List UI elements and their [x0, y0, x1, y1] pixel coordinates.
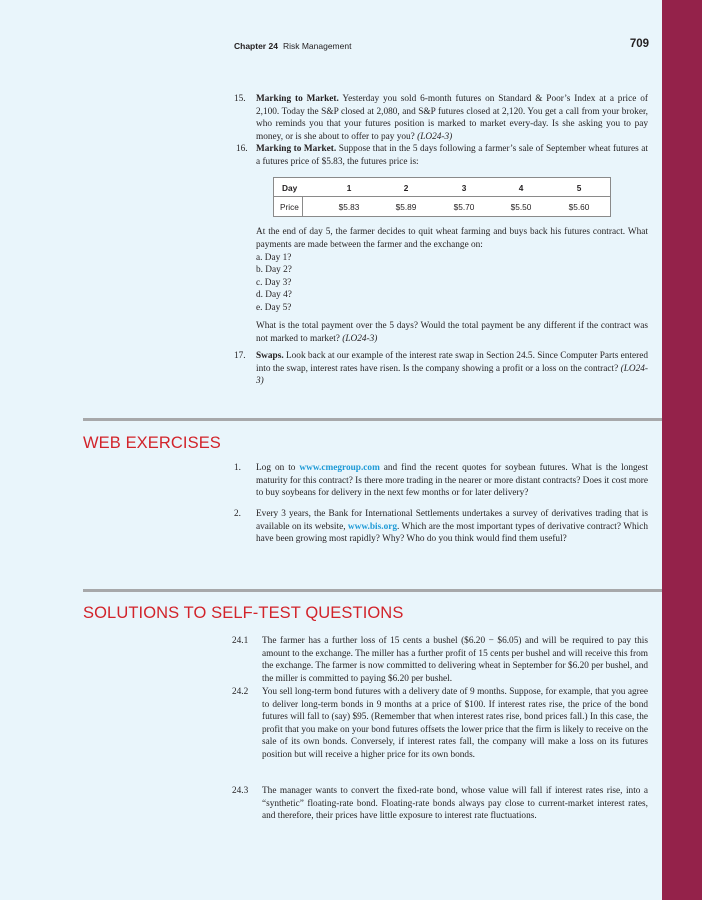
q17-title: Swaps. — [256, 351, 284, 361]
solution-number: 24.2 — [232, 687, 249, 697]
table-header-cell: 3 — [461, 183, 467, 193]
price-table-row — [274, 197, 610, 216]
solution-text: The farmer has a further loss of 15 cents a bushel ($6.20 − $6.05) and will be required to pay this amount to the exchange. The miller has a further profit of 15 cents per bushel and will receive this from the exchange. The farmer is now committed to delivering wheat in September for $6.20 per bushel, and the miller is committed to paying $6.20 per bushel. — [262, 636, 648, 684]
q15-number: 15. — [234, 94, 246, 104]
q17-body: Look back at our example of the interest rate swap in Section 24.5. Since Computer Parts entered into the swap, interest rates have risen. Is the company showing a profit or a loss on the contract? — [256, 351, 648, 374]
price-table — [273, 177, 611, 217]
section-heading-solutions: SOLUTIONS TO SELF-TEST QUESTIONS — [83, 604, 404, 622]
table-cell: $5.83 — [338, 202, 360, 212]
list-item: c. Day 3? — [256, 278, 292, 288]
solution-number: 24.3 — [232, 786, 249, 796]
q15-title: Marking to Market. — [256, 94, 339, 104]
table-header-cell: 4 — [518, 183, 524, 193]
web-ex1-pre: Log on to — [256, 463, 300, 473]
q16-title: Marking to Market. — [256, 144, 337, 154]
q15-lo: (LO24-3) — [417, 131, 453, 142]
q16-lo: (LO24-3) — [342, 333, 378, 344]
solution-number: 24.1 — [232, 636, 249, 646]
bis-link[interactable]: www.bis.org — [347, 521, 397, 532]
table-cell: $5.60 — [568, 202, 590, 212]
table-cell: $5.50 — [510, 202, 532, 212]
solution-text: You sell long-term bond futures with a delivery date of 9 months. Suppose, for example, that you agree to deliver long-term bonds in 9 months at a price of $100. If interest rates rise, the price of the bond futures will fall to (say) $95. (Remember that when interest rates rise, bond prices fall.) In this case, the profit that you make on your bond futures offsets the lower price that the firm is likely to receive on the sale of its own bonds. Conversely, if interest rates fall, the company will make a loss on its futures position but will receive a higher price for its own bonds. — [262, 687, 648, 760]
web-ex1-number: 1. — [234, 463, 241, 473]
list-item: a. Day 1? — [256, 253, 292, 263]
table-header-cell: 2 — [403, 183, 409, 193]
table-header-cell: 5 — [576, 183, 582, 193]
q16-body: Suppose that in the 5 days following a farmer’s sale of September wheat futures at a futures price of $5.83, the futures price is: — [256, 144, 648, 167]
chapter-title: Risk Management — [282, 41, 352, 51]
cmegroup-link[interactable]: www.cmegroup.com — [299, 463, 380, 473]
page-number: 709 — [629, 38, 649, 50]
q16-number: 16. — [236, 144, 248, 154]
section-divider — [83, 589, 662, 592]
web-ex2-pre: Every 3 years, the Bank for International Settlements undertakes a survey of derivatives trading that is available on its website, — [256, 509, 648, 532]
q17-number: 17. — [234, 351, 246, 361]
q17-text — [256, 350, 648, 388]
right-margin-bar — [662, 0, 702, 900]
web-ex2-post: . Which are the most important types of derivative contract? Which have been growing most rapidly? Why? Who do you think would find them useful? — [256, 521, 648, 544]
web-ex2-number: 2. — [234, 509, 241, 519]
web-ex1-post: and find the recent quotes for soybean futures. What is the longest maturity for this contract? Is there more trading in the nearer or more distant contracts? Does it cost more to buy soybeans for delivery in the next few months or for later delivery? — [256, 463, 649, 498]
q15-body: Yesterday you sold 6-month futures on Standard & Poor’s Index at a price of 2,100. Today the S&P closed at 2,080, and S&P futures closed at 2,120. You get a call from your broker, who reminds you that your futures position is marked to market every-day. Is she asking you to pay money, or is she about to offer to pay you? — [256, 94, 648, 142]
solution-text: The manager wants to convert the fixed-rate bond, whose value will fall if interest rates rise, into a “synthetic” floating-rate bond. Floating-rate bonds always pay close to current-market interest rates, and therefore, their prices have little exposure to interest rate fluctuations. — [262, 786, 648, 821]
q15-text — [256, 93, 648, 143]
table-row-label: Price — [280, 202, 299, 212]
web-ex1-text — [256, 462, 648, 500]
q16-followup: At the end of day 5, the farmer decides to quit wheat farming and buys back his futures contract. What payments are made between the farmer and the exchange on: — [256, 227, 648, 250]
table-header-cell: 1 — [346, 183, 352, 193]
list-item: e. Day 5? — [256, 303, 292, 313]
section-heading-web-exercises: WEB EXERCISES — [83, 434, 221, 452]
running-header — [234, 41, 351, 51]
table-cell: $5.89 — [395, 202, 417, 212]
table-header-cell: Day — [282, 183, 298, 193]
q16-text — [256, 143, 648, 168]
web-ex2-text — [256, 508, 648, 546]
section-divider — [83, 418, 662, 421]
price-table-header-row — [274, 178, 610, 197]
list-item: d. Day 4? — [256, 290, 292, 300]
q16-final-body: What is the total payment over the 5 days? Would the total payment be any different if the contract was not marked to market? — [256, 321, 648, 344]
chapter-label: Chapter 24 — [234, 41, 278, 51]
q17-lo: (LO24-3) — [256, 363, 648, 386]
q16-final — [256, 320, 648, 345]
table-cell: $5.70 — [453, 202, 475, 212]
list-item: b. Day 2? — [256, 265, 292, 275]
